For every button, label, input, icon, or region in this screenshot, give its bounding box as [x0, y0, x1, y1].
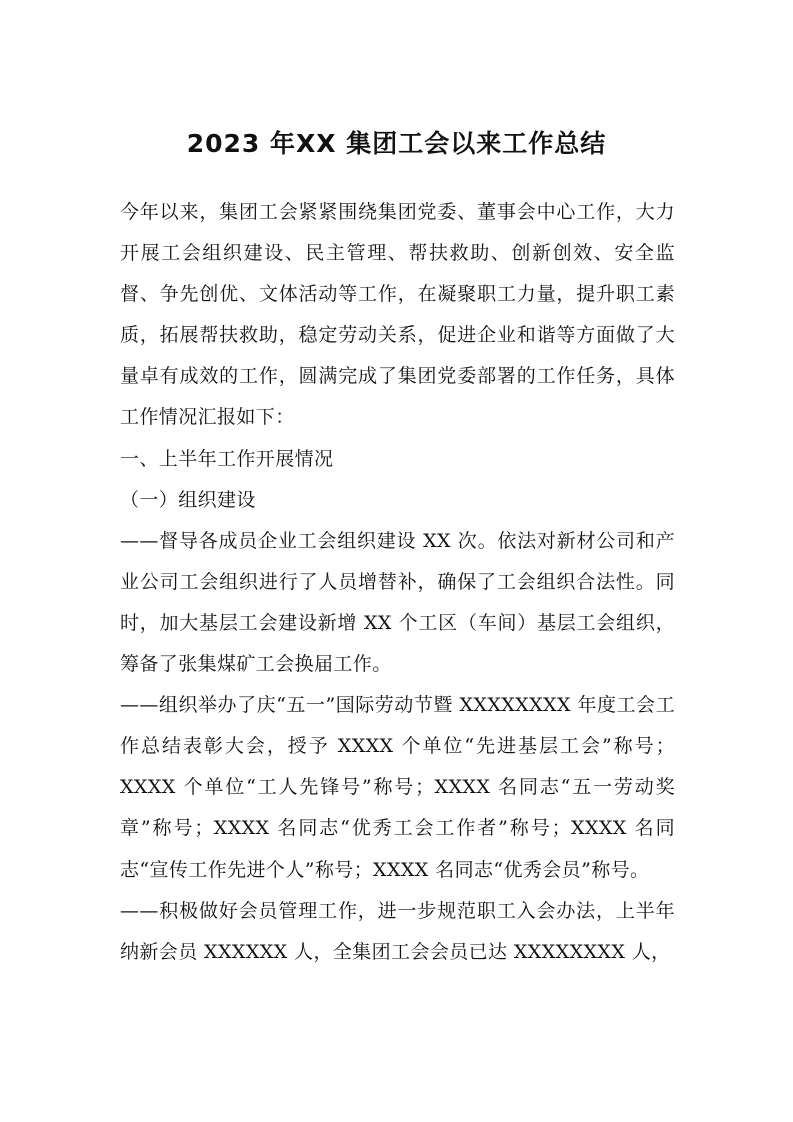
body-paragraph: ——积极做好会员管理工作，进一步规范职工入会办法，上半年纳新会员 XXXXXX 人，全集团工会会员已达 XXXXXXXX 人，: [120, 899, 675, 963]
intro-paragraph: 今年以来，集团工会紧紧围绕集团党委、董事会中心工作，大力开展工会组织建设、民主管理、帮扶救助、创新创效、安全监督、争先创优、文体活动等工作，在凝聚职工力量，提升职工素质，拓展帮扶救助，稳定劳动关系，促进企业和谐等方面做了大量卓有成效的工作，圆满完成了集团党委部署的工作任务，具体工作情况汇报如下：: [120, 201, 675, 429]
body-paragraph: ——组织举办了庆“五一”国际劳动节暨 XXXXXXXX 年度工会工作总结表彰大会，授予 XXXX 个单位“先进基层工会”称号；XXXX 个单位“工人先锋号”称号；XXXX 名同志“五一劳动奖章”称号；XXXX 名同志“优秀工会工作者”称号；XXXX 名同志“宣传工作先进个人”称号；XXXX 名同志“优秀会员”称号。: [120, 694, 675, 881]
document-title: 2023 年XX 集团工会以来工作总结: [186, 129, 607, 158]
section-heading: 一、上半年工作开展情况: [120, 447, 334, 470]
body-paragraph: ——督导各成员企业工会组织建设 XX 次。依法对新材公司和产业公司工会组织进行了人员增替补，确保了工会组织合法性。同时，加大基层工会建设新增 XX 个工区（车间）基层工会组织，筹备了张集煤矿工会换届工作。: [120, 529, 675, 676]
document-body: [120, 192, 675, 973]
subsection-heading: （一）组织建设: [120, 488, 256, 511]
